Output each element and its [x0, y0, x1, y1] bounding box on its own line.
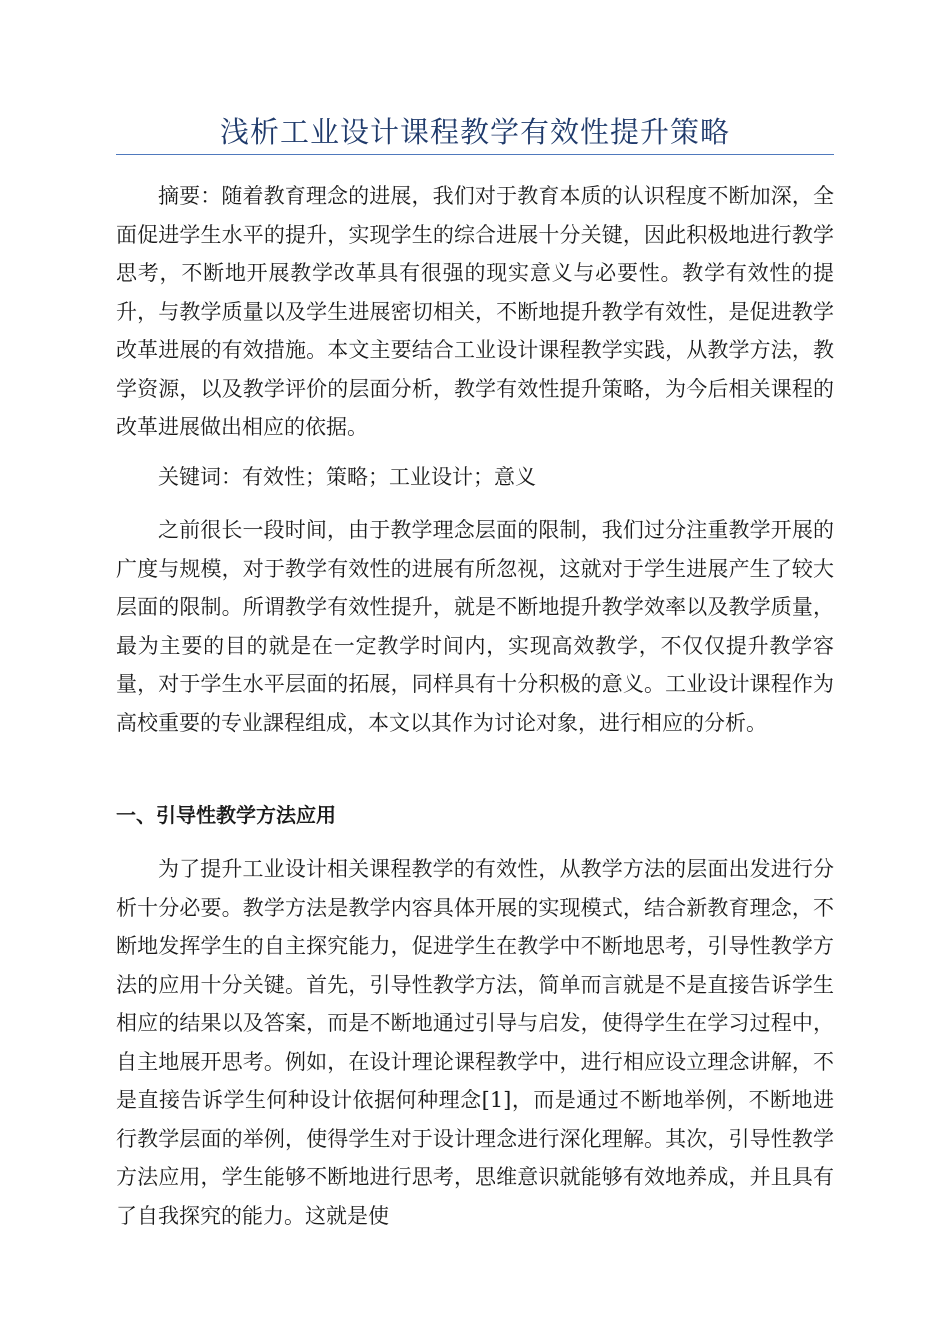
document-title: 浅析工业设计课程教学有效性提升策略 [219, 115, 730, 149]
abstract-paragraph: 摘要：随着教育理念的进展，我们对于教育本质的认识程度不断加深，全面促进学生水平的提升，实现学生的综合进展十分关键，因此积极地进行教学思考，不断地开展教学改革具有很强的现实意义与必要性。教学有效性的提升，与教学质量以及学生进展密切相关，不断地提升教学有效性，是促进教学改革进展的有效措施。本文主要结合工业设计课程教学实践，从教学方法，教学资源，以及教学评价的层面分析，教学有效性提升策略，为今后相关课程的改革进展做出相应的依据。 [116, 184, 834, 439]
keywords-paragraph: 关键词：有效性；策略；工业设计；意义 [158, 465, 536, 489]
intro-paragraph: 之前很长一段时间，由于教学理念层面的限制，我们过分注重教学开展的广度与规模，对于教学有效性的进展有所忽视，这就对于学生进展产生了较大层面的限制。所谓教学有效性提升，就是不断地提升教学效率以及教学质量，最为主要的目的就是在一定教学时间内，实现高效教学，不仅仅提升教学容量，对于学生水平层面的拓展，同样具有十分积极的意义。工业设计课程作为高校重要的专业課程组成，本文以其作为讨论对象，进行相应的分析。 [116, 518, 834, 735]
title-underline [116, 154, 834, 155]
section-1-paragraph: 为了提升工业设计相关课程教学的有效性，从教学方法的层面出发进行分析十分必要。教学方法是教学内容具体开展的实现模式，结合新教育理念，不断地发挥学生的自主探究能力，促进学生在教学中不断地思考，引导性教学方法的应用十分关键。首先，引导性教学方法，简单而言就是不是直接告诉学生相应的结果以及答案，而是不断地通过引导与启发，使得学生在学习过程中，自主地展开思考。例如，在设计理论课程教学中，进行相应设立理念讲解，不是直接告诉学生何种设计依据何种理念[1]，而是通过不断地举例，不断地进行教学层面的举例，使得学生对于设计理念进行深化理解。其次，引导性教学方法应用，学生能够不断地进行思考，思维意识就能够有效地养成，并且具有了自我探究的能力。这就是使 [116, 857, 834, 1228]
section-1-heading: 一、引导性教学方法应用 [116, 803, 336, 827]
